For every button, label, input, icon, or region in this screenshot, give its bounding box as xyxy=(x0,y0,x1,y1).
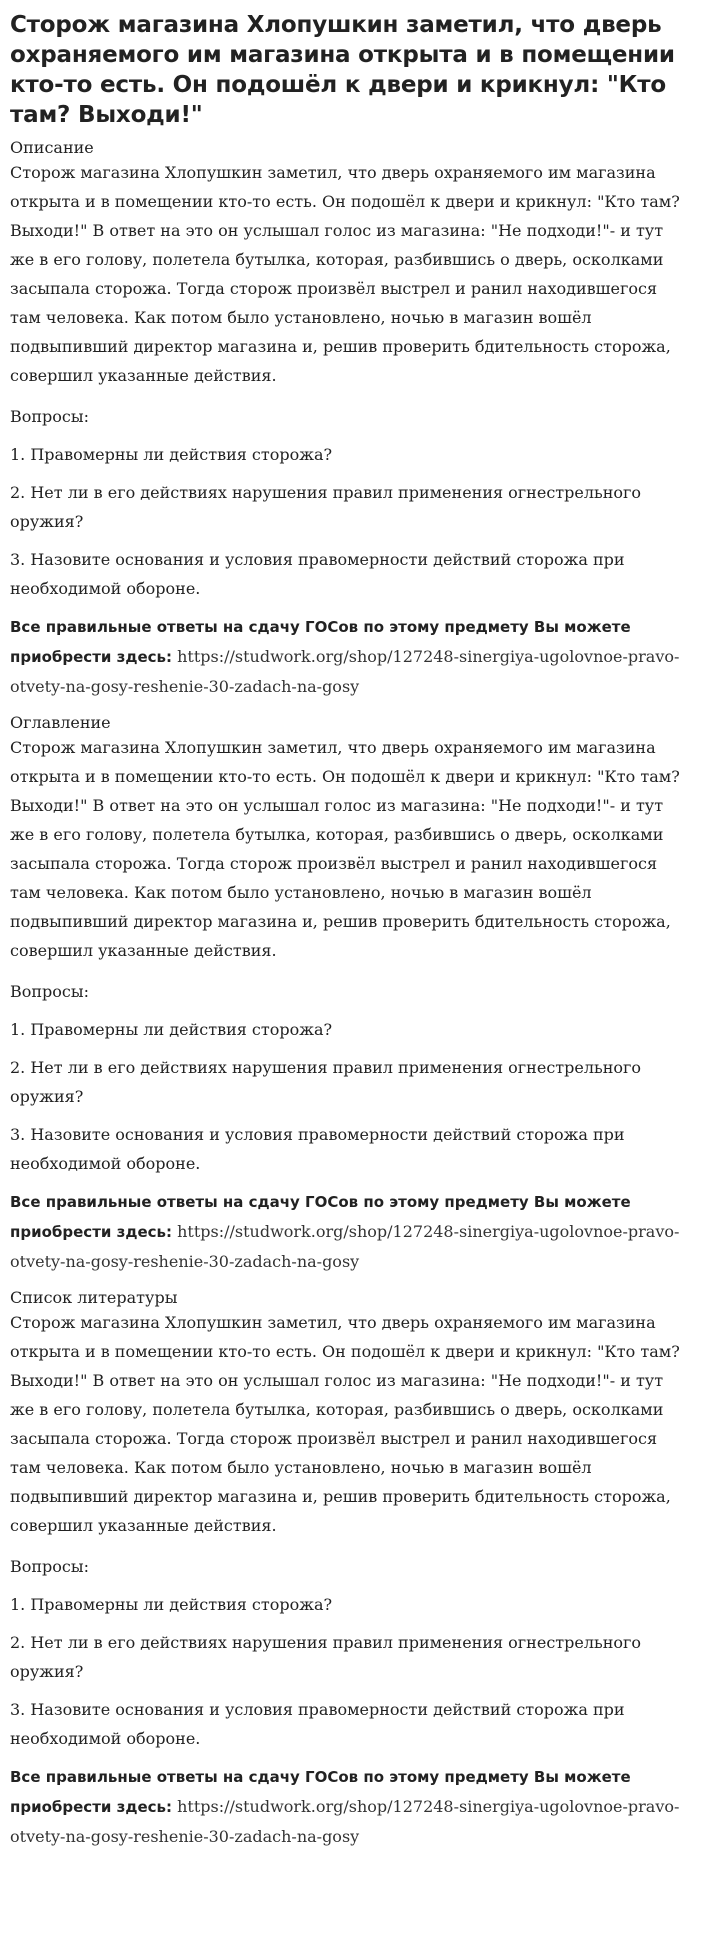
questions-heading: Вопросы: xyxy=(10,982,90,1001)
question-item: 3. Назовите основания и условия правомерности действий сторожа при необходимой обороне. xyxy=(10,1700,625,1748)
problem-text: Сторож магазина Хлопушкин заметил, что дверь охраняемого им магазина открыта и в помещении кто-то есть. Он подошёл к двери и крикнул: "Кто там? Выходи!" В ответ на это он услышал голос из магазина: "Не подходи!"- и тут же в его голову, полетела бутылка, которая, разбившись о дверь, осколками засыпала сторожа. Тогда сторож произвёл выстрел и ранил находившегося там человека. Как потом было установлено, ночью в магазин вошёл подвыпивший директор магазина и, решив проверить бдительность сторожа, совершил указанные действия. xyxy=(10,1313,680,1535)
section-label: Оглавление xyxy=(10,713,111,732)
problem-text: Сторож магазина Хлопушкин заметил, что дверь охраняемого им магазина открыта и в помещении кто-то есть. Он подошёл к двери и крикнул: "Кто там? Выходи!" В ответ на это он услышал голос из магазина: "Не подходи!"- и тут же в его голову, полетела бутылка, которая, разбившись о дверь, осколками засыпала сторожа. Тогда сторож произвёл выстрел и ранил находившегося там человека. Как потом было установлено, ночью в магазин вошёл подвыпивший директор магазина и, решив проверить бдительность сторожа, совершил указанные действия. xyxy=(10,738,680,960)
question-item: 2. Нет ли в его действиях нарушения правил применения огнестрельного оружия? xyxy=(10,1058,642,1106)
problem-text: Сторож магазина Хлопушкин заметил, что дверь охраняемого им магазина открыта и в помещении кто-то есть. Он подошёл к двери и крикнул: "Кто там? Выходи!" В ответ на это он услышал голос из магазина: "Не подходи!"- и тут же в его голову, полетела бутылка, которая, разбившись о дверь, осколками засыпала сторожа. Тогда сторож произвёл выстрел и ранил находившегося там человека. Как потом было установлено, ночью в магазин вошёл подвыпивший директор магазина и, решив проверить бдительность сторожа, совершил указанные действия. xyxy=(10,163,680,385)
question-item: 2. Нет ли в его действиях нарушения правил применения огнестрельного оружия? xyxy=(10,483,642,531)
purchase-link[interactable]: https://studwork.org/shop/127248-sinergiya-ugolovnoe-pravo-otvety-na-gosy-reshenie-30-zadach-na-gosy xyxy=(10,1222,680,1271)
purchase-note-bold: Все правильные ответы на сдачу ГОСов по этому предмету Вы можете приобрести здесь: xyxy=(10,618,631,666)
purchase-note xyxy=(10,612,687,701)
purchase-note-bold: Все правильные ответы на сдачу ГОСов по этому предмету Вы можете приобрести здесь: xyxy=(10,1768,631,1816)
section-bibliography xyxy=(10,1287,687,1851)
purchase-link[interactable]: https://studwork.org/shop/127248-sinergiya-ugolovnoe-pravo-otvety-na-gosy-reshenie-30-zadach-na-gosy xyxy=(10,647,680,696)
question-item: 2. Нет ли в его действиях нарушения правил применения огнестрельного оружия? xyxy=(10,1633,642,1681)
question-item: 1. Правомерны ли действия сторожа? xyxy=(10,1020,333,1039)
purchase-link[interactable]: https://studwork.org/shop/127248-sinergiya-ugolovnoe-pravo-otvety-na-gosy-reshenie-30-zadach-na-gosy xyxy=(10,1797,680,1846)
section-description xyxy=(10,137,687,701)
questions-heading: Вопросы: xyxy=(10,1557,90,1576)
question-item: 3. Назовите основания и условия правомерности действий сторожа при необходимой обороне. xyxy=(10,1125,625,1173)
questions-heading: Вопросы: xyxy=(10,407,90,426)
section-label: Список литературы xyxy=(10,1288,178,1307)
question-item: 3. Назовите основания и условия правомерности действий сторожа при необходимой обороне. xyxy=(10,550,625,598)
page-title: Сторож магазина Хлопушкин заметил, что дверь охраняемого им магазина открыта и в помещении кто-то есть. Он подошёл к двери и крикнул: "Кто там? Выходи!" xyxy=(10,12,675,128)
section-label: Описание xyxy=(10,138,94,157)
purchase-note-bold: Все правильные ответы на сдачу ГОСов по этому предмету Вы можете приобрести здесь: xyxy=(10,1193,631,1241)
purchase-note xyxy=(10,1187,687,1276)
question-item: 1. Правомерны ли действия сторожа? xyxy=(10,1595,333,1614)
question-item: 1. Правомерны ли действия сторожа? xyxy=(10,445,333,464)
purchase-note xyxy=(10,1762,687,1851)
section-contents xyxy=(10,712,687,1276)
